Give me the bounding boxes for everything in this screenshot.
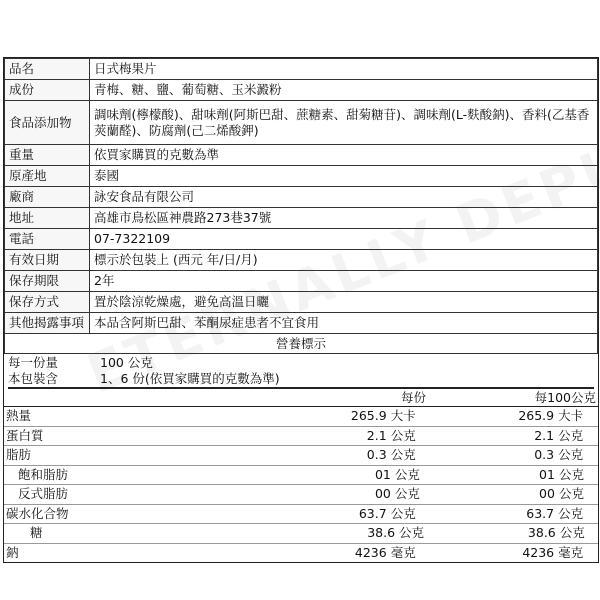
- info-label: 廠商: [5, 187, 90, 208]
- info-row-additives: [5, 101, 598, 145]
- nutrient-row-sodium: [4, 544, 598, 563]
- nutrient-value-per-serving: 38.6: [367, 525, 396, 540]
- nutrient-unit-per-serving: 公克: [390, 505, 416, 521]
- info-value: 置於陰涼乾燥處，避免高溫日曬: [90, 292, 598, 313]
- info-row-phone: [5, 229, 598, 250]
- nutrient-value-per-serving: 2.1: [366, 427, 387, 443]
- info-row-storage: [5, 292, 598, 313]
- serving-size-value: 100 公克: [100, 355, 153, 370]
- info-value: 2年: [90, 271, 598, 292]
- info-label: 地址: [5, 208, 90, 229]
- info-row-ingredients: [5, 80, 598, 101]
- nutrient-value-per-100g: 265.9: [518, 408, 555, 423]
- nutrient-name: 熱量: [6, 408, 32, 423]
- nutrition-title: 營養標示: [4, 334, 598, 354]
- servings-per-pack-label: 本包裝含: [8, 371, 59, 386]
- nutrient-unit-per-serving: 公克: [399, 525, 425, 540]
- nutrient-unit-per-serving: 毫克: [390, 544, 416, 560]
- nutrient-unit-per-100g: 毫克: [558, 544, 584, 560]
- info-value: 詠安食品有限公司: [90, 187, 598, 208]
- nutrient-value-per-100g: 63.7: [526, 505, 555, 521]
- info-row-shelf-life: [5, 271, 598, 292]
- info-value: 依買家購買的克數為準: [90, 145, 598, 166]
- nutrient-unit-per-100g: 公克: [558, 447, 584, 462]
- info-value: 青梅、糖、鹽、葡萄糖、玉米澱粉: [90, 80, 598, 101]
- info-label: 其他揭露事項: [5, 313, 90, 334]
- product-info-table: [4, 58, 598, 334]
- nutrient-value-per-serving: 63.7: [358, 505, 387, 521]
- nutrient-value-per-100g: 0.3: [534, 447, 555, 462]
- info-value: 泰國: [90, 166, 598, 187]
- nutrient-unit-per-100g: 公克: [558, 466, 584, 482]
- nutrient-value-per-serving: 4236: [354, 544, 387, 560]
- nutrient-value-per-serving: 00: [374, 486, 391, 501]
- nutrient-value-per-serving: 265.9: [350, 408, 387, 423]
- info-value: 標示於包裝上 (西元 年/日/月): [90, 250, 598, 271]
- nutrient-name: 鈉: [6, 544, 19, 560]
- nutrient-unit-per-100g: 公克: [558, 486, 584, 501]
- info-label: 電話: [5, 229, 90, 250]
- nutrient-unit-per-100g: 公克: [559, 525, 585, 540]
- info-row-expiry: [5, 250, 598, 271]
- nutrient-value-per-100g: 4236: [522, 544, 555, 560]
- nutrient-row-protein: [4, 427, 598, 447]
- info-value: 高雄市鳥松區神農路273巷37號: [90, 208, 598, 229]
- col-per-100g: 每100公克: [534, 390, 596, 405]
- info-row-disclosure: [5, 313, 598, 334]
- servings-per-pack-value: 1、6 份(依買家購買的克數為準): [100, 371, 280, 386]
- nutrient-row-saturated-fat: [4, 466, 598, 486]
- info-label: 原產地: [5, 166, 90, 187]
- nutrient-value-per-serving: 0.3: [366, 447, 387, 462]
- nutrient-name: 糖: [30, 525, 43, 540]
- nutrient-unit-per-serving: 公克: [394, 486, 420, 501]
- nutrient-name: 碳水化合物: [6, 505, 69, 521]
- nutrient-name: 蛋白質: [6, 427, 44, 443]
- nutrient-row-energy: [4, 407, 598, 427]
- nutrition-header: [4, 390, 598, 407]
- info-row-name: [5, 59, 598, 80]
- nutrient-unit-per-serving: 公克: [390, 427, 416, 443]
- info-label: 保存期限: [5, 271, 90, 292]
- nutrient-unit-per-100g: 公克: [558, 427, 584, 443]
- nutrient-row-fat: [4, 446, 598, 466]
- nutrient-value-per-100g: 2.1: [534, 427, 555, 443]
- nutrient-name: 飽和脂肪: [18, 466, 69, 482]
- info-value: 日式梅果片: [90, 59, 598, 80]
- nutrient-row-sugar: [4, 524, 598, 544]
- serving-block: [4, 354, 598, 390]
- nutrient-unit-per-serving: 大卡: [390, 408, 416, 423]
- servings-per-pack-row: [8, 371, 594, 389]
- info-value: 07-7322109: [90, 229, 598, 250]
- info-row-weight: [5, 145, 598, 166]
- nutrient-row-carbohydrate: [4, 505, 598, 525]
- nutrient-value-per-serving: 01: [374, 466, 391, 482]
- nutrient-unit-per-100g: 公克: [558, 505, 584, 521]
- nutrient-unit-per-serving: 公克: [390, 447, 416, 462]
- nutrient-name: 脂肪: [6, 447, 32, 462]
- info-label: 重量: [5, 145, 90, 166]
- product-label-sheet: [3, 57, 599, 563]
- nutrient-unit-per-serving: 公克: [394, 466, 420, 482]
- serving-size-row: [8, 355, 594, 371]
- nutrient-name: 反式脂肪: [18, 486, 69, 501]
- nutrient-value-per-100g: 00: [539, 486, 555, 501]
- nutrient-value-per-100g: 01: [539, 466, 555, 482]
- info-row-origin: [5, 166, 598, 187]
- info-label: 成份: [5, 80, 90, 101]
- serving-size-label: 每一份量: [8, 355, 59, 370]
- nutrient-value-per-100g: 38.6: [527, 525, 556, 540]
- info-row-address: [5, 208, 598, 229]
- info-row-manufacturer: [5, 187, 598, 208]
- col-per-serving: 每份: [400, 390, 426, 405]
- info-label: 品名: [5, 59, 90, 80]
- info-label: 有效日期: [5, 250, 90, 271]
- info-label: 食品添加物: [5, 101, 90, 145]
- nutrient-row-trans-fat: [4, 485, 598, 505]
- info-label: 保存方式: [5, 292, 90, 313]
- info-value: 調味劑(檸檬酸)、甜味劑(阿斯巴甜、蔗糖素、甜菊糖苷)、調味劑(L-麩酸鈉)、香料(乙基香莢蘭醛)、防腐劑(己二烯酸鉀): [90, 101, 598, 145]
- nutrient-unit-per-100g: 大卡: [558, 408, 584, 423]
- nutrition-rows: [4, 407, 598, 562]
- info-value: 本品含阿斯巴甜、苯酮尿症患者不宜食用: [90, 313, 598, 334]
